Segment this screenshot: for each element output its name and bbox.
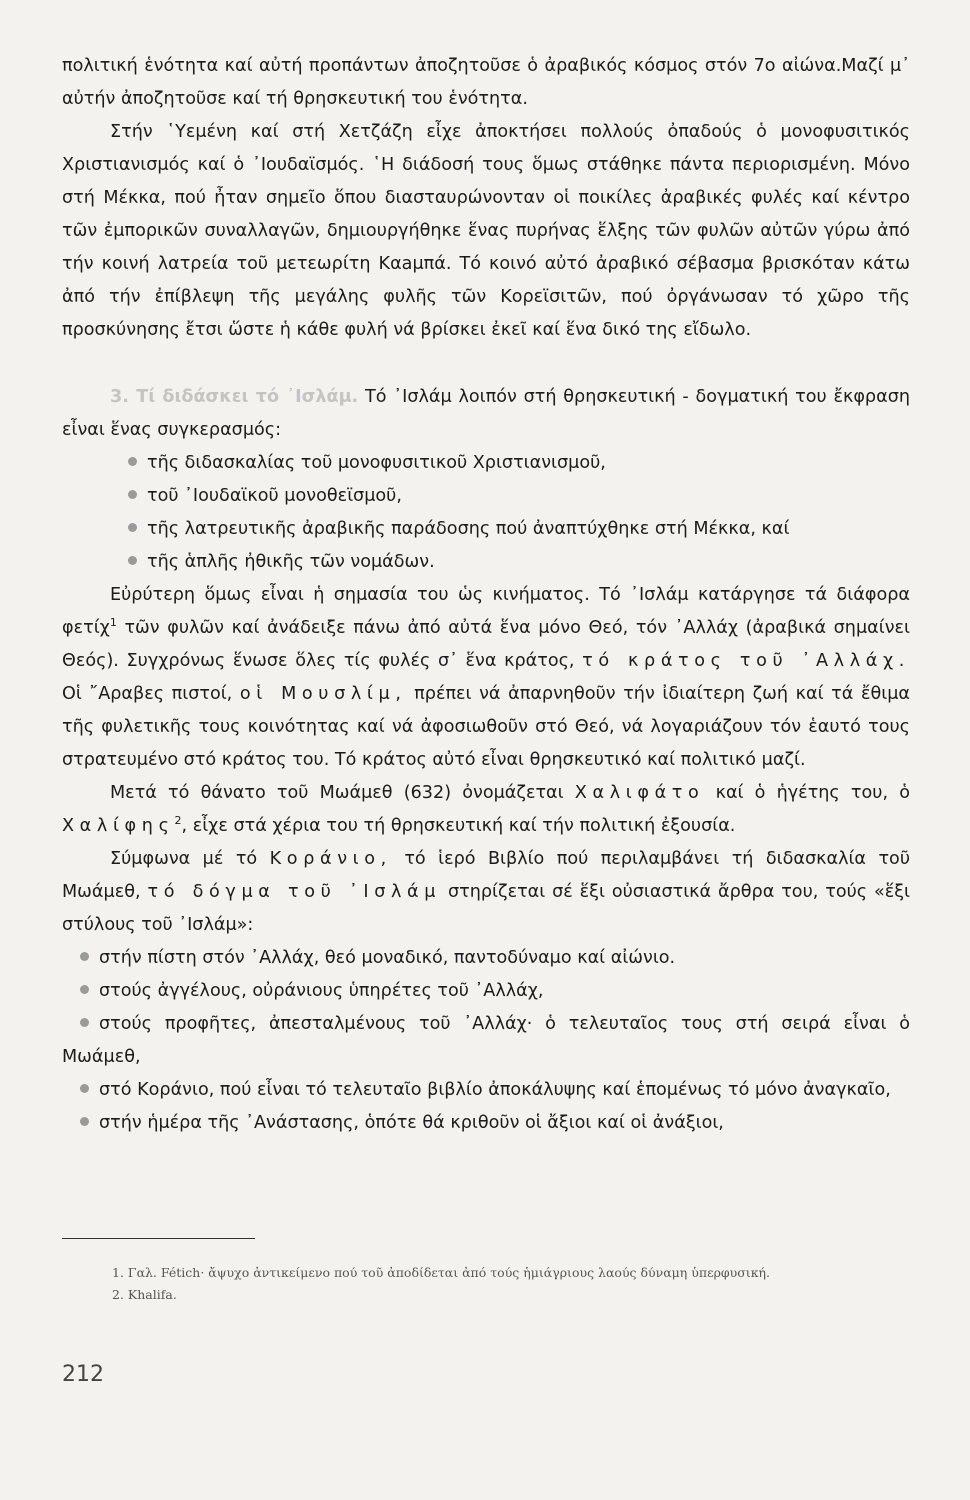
paragraph-teaching-text: Τό ᾽Ισλάμ λοιπόν στή θρησκευτική - δογματική του ἔκφραση εἶναι ἕνας συγκερασμός:: [62, 387, 911, 440]
footnote-2: 2. Khalifa.: [112, 1287, 177, 1302]
spaced-emphasis: Χαλίφης: [62, 816, 175, 836]
list-item: τῆς λατρευτικῆς ἀραβικῆς παράδοσης πού ἀναπτύχθηκε στή Μέκκα, καί: [62, 513, 910, 546]
page-number: 212: [62, 1362, 104, 1387]
bullet-icon: [80, 985, 89, 994]
footnote-divider: [62, 1238, 255, 1239]
main-text: [62, 50, 910, 1140]
bullet-icon: [128, 556, 137, 565]
list-item: τῆς διδασκαλίας τοῦ μονοφυσιτικοῦ Χριστιανισμοῦ,: [62, 447, 910, 480]
list-item: στούς προφῆτες, ἀπεσταλμένους τοῦ ᾽Αλλάχ· ὁ τελευταῖος τους στή σειρά εἶναι ὁ Μωάμεθ,: [62, 1014, 910, 1067]
list-item: στήν πίστη στόν ᾽Αλλάχ, θεό μοναδικό, παντοδύναμο καί αἰώνιο.: [62, 942, 910, 975]
spaced-emphasis: Χαλιφάτο: [574, 783, 705, 803]
list-item: τῆς ἁπλῆς ἠθικῆς τῶν νομάδων.: [62, 546, 910, 579]
paragraph-teaching: [62, 381, 910, 447]
spaced-emphasis: οἱ Μουσλίμ,: [239, 684, 407, 704]
paragraph-caliphate: Μετά τό θάνατο τοῦ Μωάμεθ (632) ὀνομάζεται Χαλιφάτο καί ὁ ἡγέτης του, ὁ Χαλίφης$^2$, εἶχε στά χέρια του τή θρησκευτική καί τήν πολιτική ἐξουσία.: [62, 783, 910, 836]
bullet-icon: [80, 1018, 89, 1027]
paragraph-koran: Σύμφωνα μέ τό Κοράνιο, τό ἱερό Βιβλίο πού περιλαμβάνει τή διδασκαλία τοῦ Μωάμεθ, τό δόγμα τοῦ ᾽Ισλάμ στηρίζεται σέ ἕξι οὐσιαστικά ἄρθρα του, τούς «ἕξι στύλους τοῦ ᾽Ισλάμ»:: [62, 849, 911, 935]
footnote-ref: 1: [109, 616, 117, 630]
footnotes: [62, 1262, 910, 1306]
list-item: στό Κοράνιο, πού εἶναι τό τελευταῖο βιβλίο ἀποκάλυψης καί ἑπομένως τό μόνο ἀναγκαῖο,: [62, 1074, 910, 1107]
section-heading: 3. Τί διδάσκει τό ᾽Ισλάμ.: [110, 387, 359, 407]
spaced-emphasis: τό κράτος τοῦ ᾽Αλλάχ.: [582, 651, 910, 671]
bullet-icon: [80, 1117, 89, 1126]
spaced-emphasis: τό δόγμα τοῦ ᾽Ισλάμ: [147, 882, 442, 902]
footnote-1: 1. Γαλ. Fétich· ἄψυχο ἀντικείμενο πού τοῦ ἀποδίδεται ἀπό τούς ἡμιάγριους λαούς δύναμη ὑπερφυσική.: [112, 1265, 770, 1280]
bullet-icon: [128, 523, 137, 532]
list-item: τοῦ ᾽Ιουδαϊκοῦ μονοθεϊσμοῦ,: [62, 480, 910, 513]
footnote-ref: 2: [174, 814, 182, 828]
spaced-emphasis: Κοράνιο,: [269, 849, 392, 869]
bullet-icon: [128, 490, 137, 499]
paragraph-movement: Εὐρύτερη ὅμως εἶναι ἡ σημασία του ὡς κινήματος. Τό ᾽Ισλάμ κατάργησε τά διάφορα φετίχ$^1$ τῶν φυλῶν καί ἀνάδειξε πάνω ἀπό αὐτά ἕνα μόνο Θεό, τόν ᾽Αλλάχ (ἀραβικά σημαίνει Θεός). Συγχρόνως ἕνωσε ὅλες τίς φυλές σ᾽ ἕνα κράτος, τό κράτος τοῦ ᾽Αλλάχ. Οἱ ῎Αραβες πιστοί, οἱ Μουσλίμ, πρέπει νά ἀπαρνηθοῦν τήν ἰδιαίτερη ζωή καί τά ἔθιμα τῆς φυλετικῆς τους κοινότητας καί νά ἀφοσιωθοῦν στό Θεό, νά λογαριάζουν τόν ἑαυτό τους στρατευμένο στό κράτος του. Τό κράτος αὐτό εἶναι θρησκευτικό καί πολιτικό μαζί.: [62, 585, 910, 770]
paragraph-intro: πολιτική ἑνότητα καί αὐτή προπάντων ἀποζητοῦσε ὁ ἀραβικός κόσμος στόν 7ο αἰώνα.Μαζί μ᾽ αὐτήν ἀποζητοῦσε καί τή θρησκευτική του ἑνότητα.: [62, 56, 910, 109]
list-item: στήν ἡμέρα τῆς ᾽Ανάστασης, ὁπότε θά κριθοῦν οἱ ἄξιοι καί οἱ ἀνάξιοι,: [62, 1107, 910, 1140]
bullet-icon: [80, 1084, 89, 1093]
list-item: στούς ἀγγέλους, οὐράνιους ὑπηρέτες τοῦ ᾽Αλλάχ,: [62, 975, 910, 1008]
paragraph-spread: Στήν ῾Υεμένη καί στή Χετζάζη εἶχε ἀποκτήσει πολλούς ὀπαδούς ὁ μονοφυσιτικός Χριστιανισμός καί ὁ ᾽Ιουδαϊσμός. ῾Η διάδοσή τους ὅμως στάθηκε πάντα περιορισμένη. Μόνο στή Μέκκα, πού ἦταν σημεῖο ὅπου διασταυρώνονταν οἱ ποικίλες ἀραβικές φυλές καί κέντρο τῶν ἐμπορικῶν συναλλαγῶν, δημιουργήθηκε ἕνας πυρήνας ἕλξης τῶν φυλῶν αὐτῶν γύρω ἀπό τήν κοινή λατρεία τοῦ μετεωρίτη Καaμπά. Τό κοινό αὐτό ἀραβικό σέβασμα βρισκόταν κάτω ἀπό τήν ἐπίβλεψη τῆς μεγάλης φυλῆς τῶν Κορεϊσιτῶν, πού ὀργάνωσαν τό χῶρο τῆς προσκύνησης ἔτσι ὥστε ἡ κάθε φυλή νά βρίσκει ἐκεῖ καί ἕνα δικό της εἴδωλο.: [62, 122, 910, 340]
bullet-icon: [80, 952, 89, 961]
bullet-icon: [128, 457, 137, 466]
